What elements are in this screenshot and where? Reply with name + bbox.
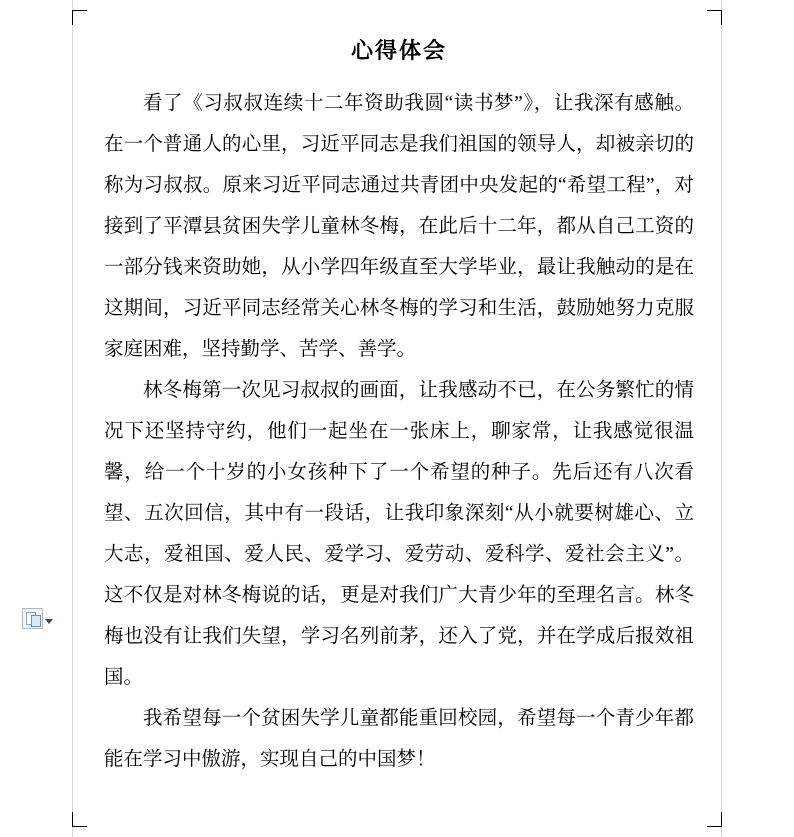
- clipboard-paste-icon[interactable]: [22, 608, 43, 629]
- left-margin-guide: [72, 0, 73, 837]
- paste-options-button[interactable]: [22, 608, 53, 629]
- margin-mark-bottom-left: [72, 812, 87, 827]
- right-margin-guide: [721, 0, 722, 837]
- margin-mark-bottom-right: [707, 812, 722, 827]
- margin-mark-top-left: [72, 10, 87, 25]
- chevron-down-icon[interactable]: [45, 619, 53, 624]
- paragraph-1: 看了《习叔叔连续十二年资助我圆“读书梦”》，让我深有感触。在一个普通人的心里，习近平同志是我们祖国的领导人，却被亲切的称为习叔叔。原来习近平同志通过共青团中央发起的“希望工程”，对接到了平潭县贫困失学儿童林冬梅，在此后十二年，都从自己工资的一部分钱来资助她，从小学四年级直至大学毕业，最让我触动的是在这期间，习近平同志经常关心林冬梅的学习和生活，鼓励她努力克服家庭困难，坚持勤学、苦学、善学。: [104, 93, 694, 360]
- page-title: 心得体会: [350, 38, 447, 63]
- margin-mark-top-right: [707, 10, 722, 25]
- document-body[interactable]: [104, 34, 694, 780]
- paragraph-3: 我希望每一个贫困失学儿童都能重回校园，希望每一个青少年都能在学习中傲游，实现自己的中国梦！: [104, 708, 694, 770]
- paragraph-2: 林冬梅第一次见习叔叔的画面，让我感动不已，在公务繁忙的情况下还坚持守约，他们一起坐在一张床上，聊家常，让我感觉很温馨，给一个十岁的小女孩种下了一个希望的种子。先后还有八次看望、五次回信，其中有一段话，让我印象深刻“从小就要树雄心、立大志，爱祖国、爱人民、爱学习、爱劳动、爱科学、爱社会主义”。这不仅是对林冬梅说的话，更是对我们广大青少年的至理名言。林冬梅也没有让我们失望，学习名列前茅，还入了党，并在学成后报效祖国。: [104, 380, 694, 688]
